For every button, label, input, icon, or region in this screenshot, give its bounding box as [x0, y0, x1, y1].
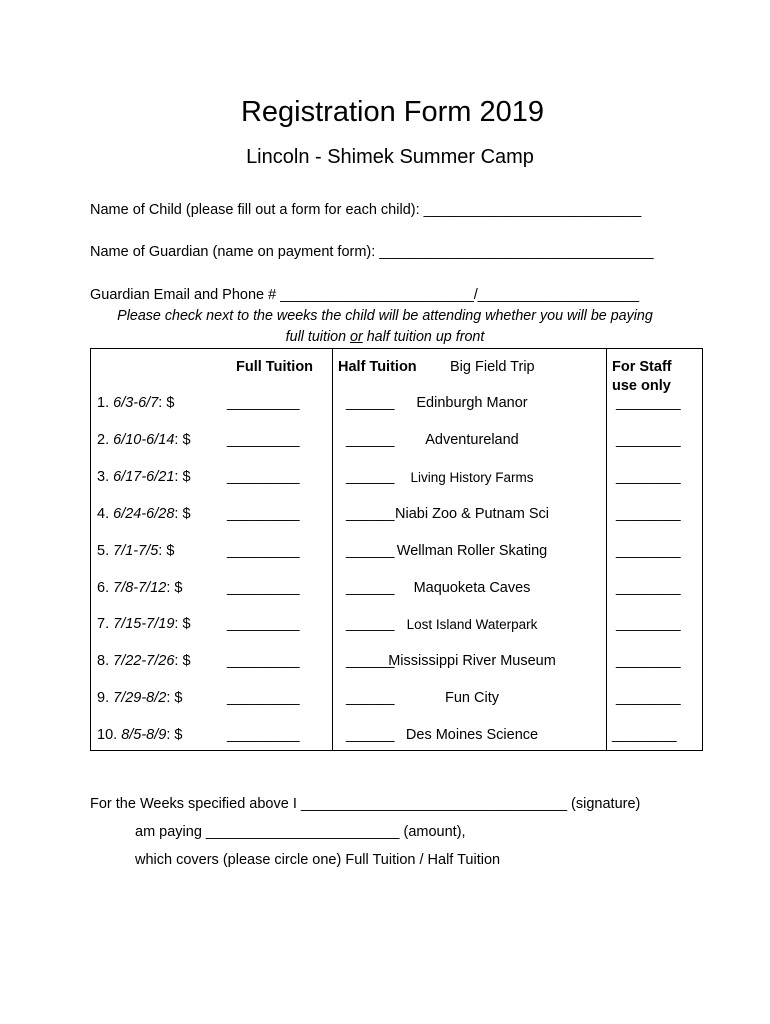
header-big-field-trip: Big Field Trip: [450, 359, 535, 375]
week-label: [97, 653, 191, 669]
field-trip-name: Niabi Zoo & Putnam Sci: [395, 506, 549, 522]
half-tuition-blank[interactable]: ______: [346, 395, 395, 411]
header-staff-use: For Staff: [612, 359, 672, 375]
signature-line[interactable]: For the Weeks specified above I _________________________________ (signature): [90, 796, 641, 812]
staff-use-blank[interactable]: ________: [612, 727, 677, 743]
week-amount-prefix: : $: [174, 469, 191, 485]
week-number: 6.: [97, 580, 114, 596]
half-tuition-blank[interactable]: ______: [346, 727, 395, 743]
field-trip-name: Mississippi River Museum: [388, 653, 556, 669]
staff-use-blank[interactable]: ________: [616, 395, 681, 411]
week-dates: 7/22-7/26: [113, 653, 175, 669]
instructions-text: half tuition up front: [362, 329, 485, 345]
tuition-choice-line[interactable]: which covers (please circle one) Full Tuition / Half Tuition: [135, 852, 501, 868]
week-label: [97, 469, 191, 485]
staff-use-blank[interactable]: ________: [616, 543, 681, 559]
half-tuition-blank[interactable]: ______: [346, 580, 395, 596]
field-trip-name: Des Moines Science: [405, 727, 539, 743]
half-tuition-blank[interactable]: ______: [346, 543, 395, 559]
full-tuition-blank[interactable]: _________: [227, 395, 300, 411]
week-number: 8.: [97, 653, 114, 669]
full-tuition-blank[interactable]: _________: [227, 543, 300, 559]
week-amount-prefix: : $: [166, 580, 183, 596]
half-tuition-blank[interactable]: ______: [346, 432, 395, 448]
page-title: Registration Form 2019: [240, 96, 545, 128]
week-amount-prefix: : $: [174, 506, 191, 522]
week-dates: 6/17-6/21: [113, 469, 175, 485]
full-tuition-blank[interactable]: _________: [227, 432, 300, 448]
week-label: [97, 395, 174, 411]
week-label: [97, 690, 182, 706]
header-half-tuition: Half Tuition: [338, 359, 417, 375]
week-label: [97, 506, 191, 522]
week-number: 9.: [97, 690, 114, 706]
week-label: [97, 432, 191, 448]
guardian-contact-field[interactable]: Guardian Email and Phone # ________________________/____________________: [90, 287, 640, 303]
week-dates: 7/1-7/5: [113, 543, 159, 559]
staff-use-blank[interactable]: ________: [616, 506, 681, 522]
half-tuition-blank[interactable]: ______: [346, 616, 395, 632]
week-dates: 6/3-6/7: [113, 395, 159, 411]
week-amount-prefix: : $: [166, 690, 183, 706]
instructions-text: full tuition: [285, 329, 351, 345]
week-dates: 6/24-6/28: [113, 506, 175, 522]
instructions-or-emphasis: or: [350, 329, 363, 345]
field-trip-name: Lost Island Waterpark: [406, 617, 538, 632]
week-dates: 7/8-7/12: [113, 580, 167, 596]
child-name-field[interactable]: Name of Child (please fill out a form for each child): ___________________________: [90, 202, 642, 218]
half-tuition-blank[interactable]: ______: [346, 653, 395, 669]
field-trip-name: Maquoketa Caves: [413, 580, 531, 596]
header-staff-use: use only: [612, 378, 671, 394]
instructions-line-1: Please check next to the weeks the child will be attending whether you will be paying: [117, 308, 653, 324]
guardian-name-field[interactable]: Name of Guardian (name on payment form): __________________________________: [90, 244, 654, 260]
field-trip-name: Living History Farms: [410, 470, 534, 485]
full-tuition-blank[interactable]: _________: [227, 616, 300, 632]
staff-use-blank[interactable]: ________: [616, 432, 681, 448]
full-tuition-blank[interactable]: _________: [227, 506, 300, 522]
week-amount-prefix: : $: [174, 432, 191, 448]
amount-line[interactable]: am paying ________________________ (amount),: [135, 824, 466, 840]
field-trip-name: Edinburgh Manor: [416, 395, 528, 411]
staff-use-blank[interactable]: ________: [616, 653, 681, 669]
full-tuition-blank[interactable]: _________: [227, 690, 300, 706]
week-amount-prefix: : $: [174, 653, 191, 669]
tuition-table: [90, 348, 703, 751]
half-tuition-blank[interactable]: ______: [346, 690, 395, 706]
field-trip-name: Wellman Roller Skating: [396, 543, 548, 559]
week-number: 10.: [97, 727, 122, 743]
full-tuition-blank[interactable]: _________: [227, 469, 300, 485]
week-amount-prefix: : $: [166, 727, 183, 743]
staff-use-blank[interactable]: ________: [616, 469, 681, 485]
week-amount-prefix: : $: [158, 395, 175, 411]
week-amount-prefix: : $: [174, 616, 191, 632]
week-number: 1.: [97, 395, 114, 411]
week-number: 3.: [97, 469, 114, 485]
week-dates: 7/29-8/2: [113, 690, 167, 706]
half-tuition-blank[interactable]: ______: [346, 506, 395, 522]
full-tuition-blank[interactable]: _________: [227, 653, 300, 669]
week-dates: 6/10-6/14: [113, 432, 175, 448]
field-trip-name: Fun City: [445, 690, 499, 706]
week-amount-prefix: : $: [158, 543, 175, 559]
table-divider: [332, 349, 333, 750]
staff-use-blank[interactable]: ________: [616, 690, 681, 706]
week-label: [97, 543, 174, 559]
staff-use-blank[interactable]: ________: [616, 580, 681, 596]
week-number: 7.: [97, 616, 114, 632]
full-tuition-blank[interactable]: _________: [227, 580, 300, 596]
week-dates: 8/5-8/9: [121, 727, 167, 743]
header-full-tuition: Full Tuition: [236, 359, 314, 375]
week-label: [97, 616, 191, 632]
full-tuition-blank[interactable]: _________: [227, 727, 300, 743]
week-label: [97, 580, 182, 596]
week-number: 5.: [97, 543, 114, 559]
week-dates: 7/15-7/19: [113, 616, 175, 632]
week-number: 4.: [97, 506, 114, 522]
field-trip-name: Adventureland: [425, 432, 519, 448]
instructions-line-2: [0, 329, 770, 345]
page-subtitle: Lincoln - Shimek Summer Camp: [246, 146, 534, 168]
week-number: 2.: [97, 432, 114, 448]
week-label: [97, 727, 182, 743]
half-tuition-blank[interactable]: ______: [346, 469, 395, 485]
staff-use-blank[interactable]: ________: [616, 616, 681, 632]
